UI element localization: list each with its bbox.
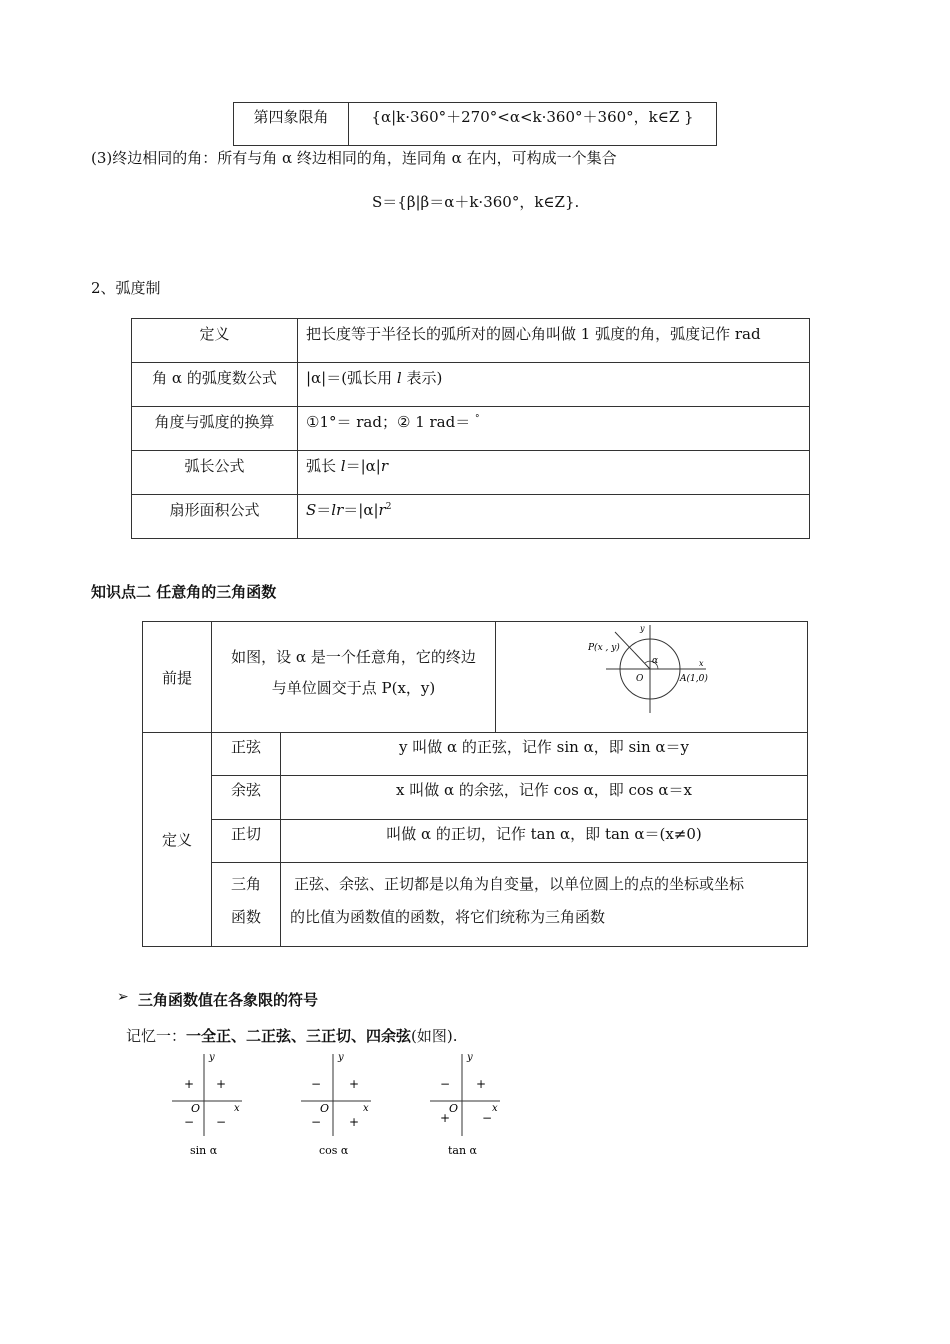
radian-row-label: 弧长公式 xyxy=(132,451,298,495)
radian-row-value: 把长度等于半径长的弧所对的圆心角叫做 1 弧度的角，弧度记作 rad xyxy=(298,319,810,363)
radian-row-value: 弧长 l＝|α|r xyxy=(298,451,810,495)
unit-circle-figure xyxy=(588,623,738,715)
svg-text:O: O xyxy=(320,1102,330,1115)
svg-text:y: y xyxy=(338,1052,344,1063)
sign-q4: + xyxy=(349,1115,360,1129)
knowledge2-heading: 知识点二 任意角的三角函数 xyxy=(91,583,277,601)
trig-text: 正弦、余弦、正切都是以角为自变量，以单位圆上的点的坐标或坐标 的比值为函数值的函数，将它们统称为三角函数 xyxy=(281,863,808,947)
radian-heading: 2、弧度制 xyxy=(91,279,161,297)
quadrant-value: {α|k·360°＋270°<α<k·360°＋360°，k∈Z } xyxy=(349,103,717,146)
sign-q2: + xyxy=(184,1077,195,1091)
svg-text:y: y xyxy=(467,1052,473,1063)
quadrant-label: 第四象限角 xyxy=(234,103,349,146)
svg-text:x: x xyxy=(363,1103,369,1114)
trig-table xyxy=(142,621,808,947)
sign-q3: − xyxy=(311,1115,322,1129)
sign-q4: − xyxy=(482,1111,493,1125)
trig-name: 余弦 xyxy=(212,776,281,820)
sign-q2: − xyxy=(440,1077,451,1091)
sign-chart-tan xyxy=(426,1050,516,1160)
point-p-label: P(x , y) xyxy=(588,643,620,653)
sign-q1: + xyxy=(349,1077,360,1091)
sign-chart-cos xyxy=(297,1050,387,1160)
radian-row-value: |α|＝(弧长用 l 表示) xyxy=(298,363,810,407)
radian-row-label: 定义 xyxy=(132,319,298,363)
svg-text:O: O xyxy=(449,1102,459,1115)
trig-name: 三角 函数 xyxy=(212,863,281,947)
premise-label: 前提 xyxy=(143,622,212,733)
radian-row-value: $S=lr=|\alpha|r^2$ xyxy=(298,495,810,539)
origin-label: O xyxy=(636,674,644,684)
premise-text: 如图，设 α 是一个任意角，它的终边 与单位圆交于点 P(x，y) xyxy=(212,622,496,733)
svg-text:y: y xyxy=(209,1052,215,1063)
svg-text:x: x xyxy=(492,1103,498,1114)
trig-text: 叫做 α 的正切，记作 tan α，即 tan α＝(x≠0) xyxy=(281,820,808,863)
sign-q1: + xyxy=(216,1077,227,1091)
quadrant-table xyxy=(233,102,717,146)
radian-row-value: ①1°＝ rad；② 1 rad＝ ° xyxy=(298,407,810,451)
unit-circle-cell xyxy=(496,622,808,733)
alpha-label: α xyxy=(652,656,659,666)
svg-text:x: x xyxy=(234,1103,240,1114)
radian-row-label: 角度与弧度的换算 xyxy=(132,407,298,451)
coterminal-text: (3)终边相同的角：所有与角 α 终边相同的角，连同角 α 在内，可构成一个集合 xyxy=(91,149,617,167)
chart-label: tan α xyxy=(448,1144,477,1157)
sign-q1: + xyxy=(476,1077,487,1091)
radian-table xyxy=(131,318,810,539)
sign-q4: − xyxy=(216,1115,227,1129)
bullet-icon: ➢ xyxy=(117,989,129,1005)
trig-name: 正弦 xyxy=(212,733,281,776)
trig-text: y 叫做 α 的正弦，记作 sin α，即 sin α＝y xyxy=(281,733,808,776)
coterminal-formula: S＝{β|β＝α＋k·360°，k∈Z}. xyxy=(372,193,580,211)
sign-q3: − xyxy=(184,1115,195,1129)
chart-label: cos α xyxy=(319,1144,349,1157)
signs-heading: 三角函数值在各象限的符号 xyxy=(138,991,319,1009)
sign-q2: − xyxy=(311,1077,322,1091)
memory-line: 记忆一：一全正、二正弦、三正切、四余弦(如图). xyxy=(126,1027,458,1045)
svg-text:O: O xyxy=(191,1102,201,1115)
trig-name: 正切 xyxy=(212,820,281,863)
sign-chart-sin xyxy=(168,1050,258,1160)
sign-q3: + xyxy=(440,1111,451,1125)
chart-label: sin α xyxy=(190,1144,218,1157)
trig-text: x 叫做 α 的余弦，记作 cos α，即 cos α＝x xyxy=(281,776,808,820)
definition-label: 定义 xyxy=(143,733,212,947)
radian-row-label: 角 α 的弧度数公式 xyxy=(132,363,298,407)
x-axis-label: x xyxy=(699,659,704,668)
y-axis-label: y xyxy=(640,624,645,633)
point-a-label: A(1,0) xyxy=(680,674,708,684)
radian-row-label: 扇形面积公式 xyxy=(132,495,298,539)
